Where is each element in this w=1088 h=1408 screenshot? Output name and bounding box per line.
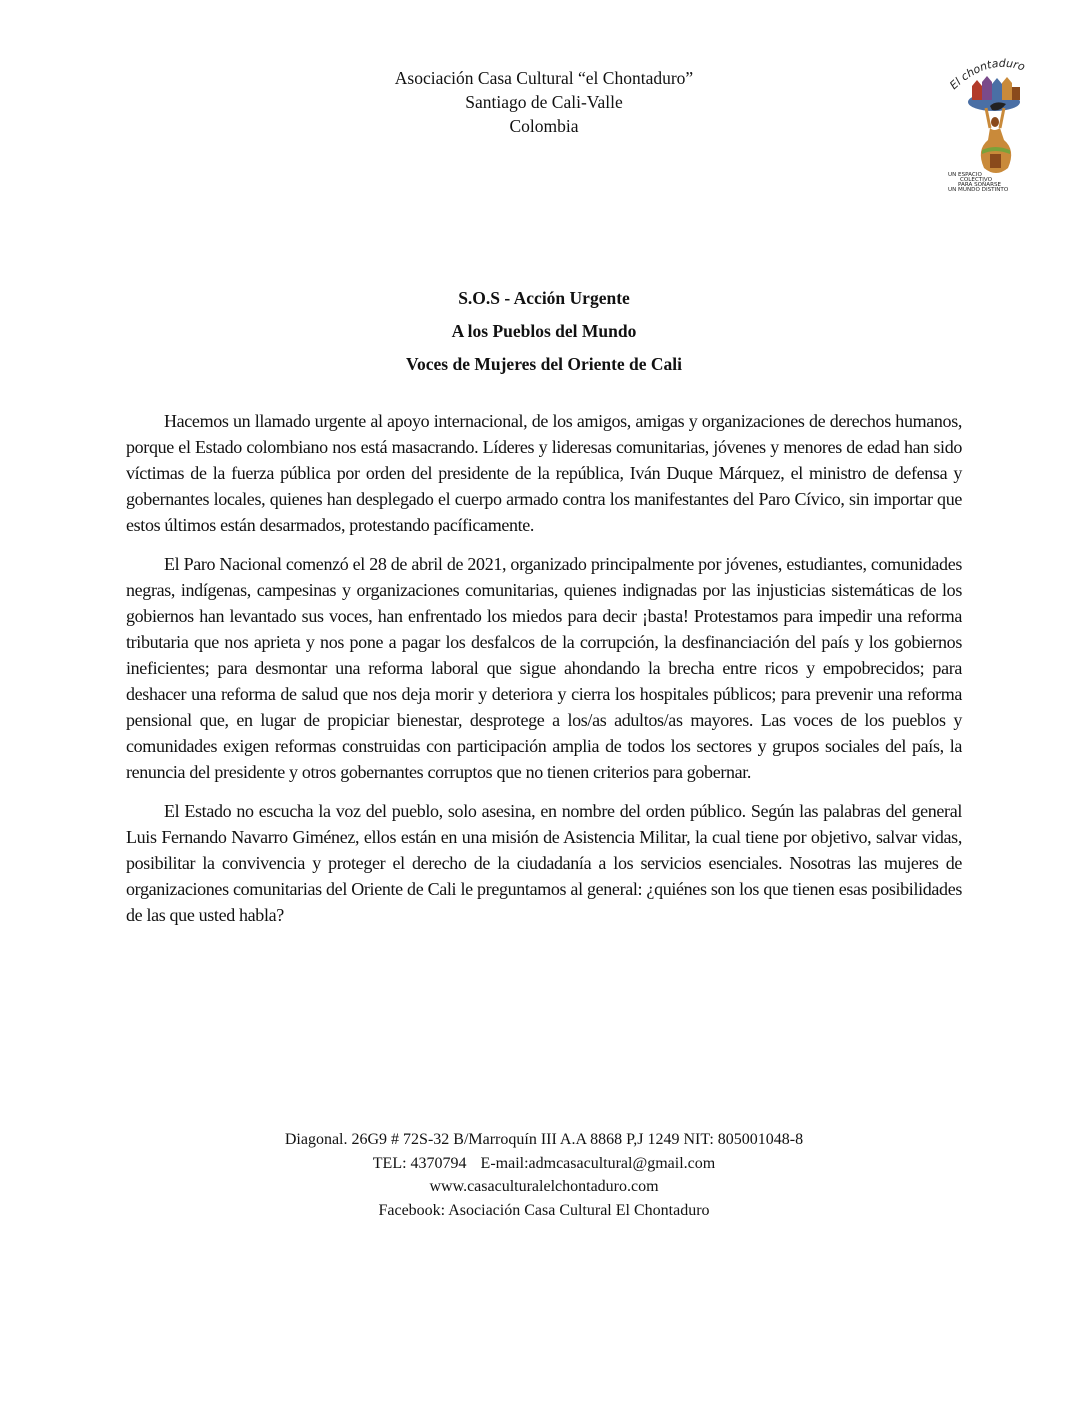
title-pueblos: A los Pueblos del Mundo <box>451 321 637 341</box>
footer-email[interactable]: E-mail:admcasacultural@gmail.com <box>480 1154 716 1172</box>
footer-contact-line <box>0 1152 1088 1176</box>
letterhead <box>0 66 1088 138</box>
logo-tagline-2: COLECTIVO <box>960 177 993 183</box>
title-sos: S.O.S - Acción Urgente <box>458 288 630 308</box>
logo-tagline-1: UN ESPACIO <box>948 172 982 178</box>
org-name: Asociación Casa Cultural “el Chontaduro” <box>394 68 694 88</box>
footer-address: Diagonal. 26G9 # 72S-32 B/Marroquín III A.A 8868 P,J 1249 NIT: 805001048-8 <box>284 1131 804 1148</box>
logo-arc-text: El chontaduro <box>947 56 1027 93</box>
svg-text:UN ESPACIO COLECTIVO <box>948 172 1009 193</box>
paragraph-paro-nacional: El Paro Nacional comenzó el 28 de abril de 2021, organizado principalmente por jóvenes, estudiantes, comunidades negras, indígenas, campesinas y organizaciones comunitarias, quienes indignadas por las injusticias sistemáticas de los gobiernos han levantado sus voces, han enfrentado los miedos para decir ¡basta! Protestamos para impedir una reforma tributaria que nos aprieta y nos pone a pagar los desfalcos de la corrupción, la desfinanciación del país y los gobiernos ineficientes; para desmontar una reforma laboral que sigue ahondando la brecha entre ricos y empobrecidos; para deshacer una reforma de salud que nos deja morir y deteriora y cierra los hospitales públicos; para prevenir una reforma pensional que, en lugar de propiciar bienestar, desprotege a los/as adultos/as mayores. Las voces de los pueblos y comunidades exigen reformas construidas con participación amplia de todos los sectores y grupos sociales del país, la renuncia del presidente y otros gobernantes corruptos que no tienen criterios para gobernar. <box>126 554 962 782</box>
footer-tel: TEL: 4370794 <box>372 1154 467 1172</box>
paragraph-estado: El Estado no escucha la voz del pueblo, solo asesina, en nombre del orden público. Según las palabras del general Luis Fernando Navarro Giménez, ellos están en una misión de Asistencia Militar, la cual tiene por objetivo, salvar vidas, posibilitar la convivencia y proteger el derecho de la ciudadanía a los servicios esenciales. Nosotras las mujeres de organizaciones comunitarias del Oriente de Cali le preguntamos al general: ¿quiénes son los que tienen esas posibilidades de las que usted habla? <box>126 801 962 925</box>
logo-tagline-3: PARA SOÑARSE <box>958 182 1002 188</box>
org-country: Colombia <box>509 116 579 136</box>
paragraph-llamado: Hacemos un llamado urgente al apoyo internacional, de los amigos, amigas y organizaciones de derechos humanos, porque el Estado colombiano nos está masacrando. Líderes y lideresas comunitarias, jóvenes y menores de edad han sido víctimas de la fuerza pública por orden del presidente de la república, Iván Duque Márquez, el ministro de defensa y gobernantes locales, quienes han desplegado el cuerpo armado contra los manifestantes del Paro Cívico, sin importar que estos últimos están desarmados, protestando pacíficamente. <box>126 411 962 535</box>
footer-website[interactable]: www.casaculturalelchontaduro.com <box>429 1178 659 1195</box>
footer-facebook: Facebook: Asociación Casa Cultural El Chontaduro <box>378 1201 710 1219</box>
org-city: Santiago de Cali-Valle <box>465 92 623 112</box>
chontaduro-logo-icon <box>942 50 1052 195</box>
document-titles <box>0 282 1088 381</box>
title-voces: Voces de Mujeres del Oriente de Cali <box>405 354 683 374</box>
logo-tagline-4: UN MUNDO DISTINTO <box>948 187 1009 193</box>
letter-body <box>126 408 962 941</box>
contact-footer <box>0 1128 1088 1222</box>
